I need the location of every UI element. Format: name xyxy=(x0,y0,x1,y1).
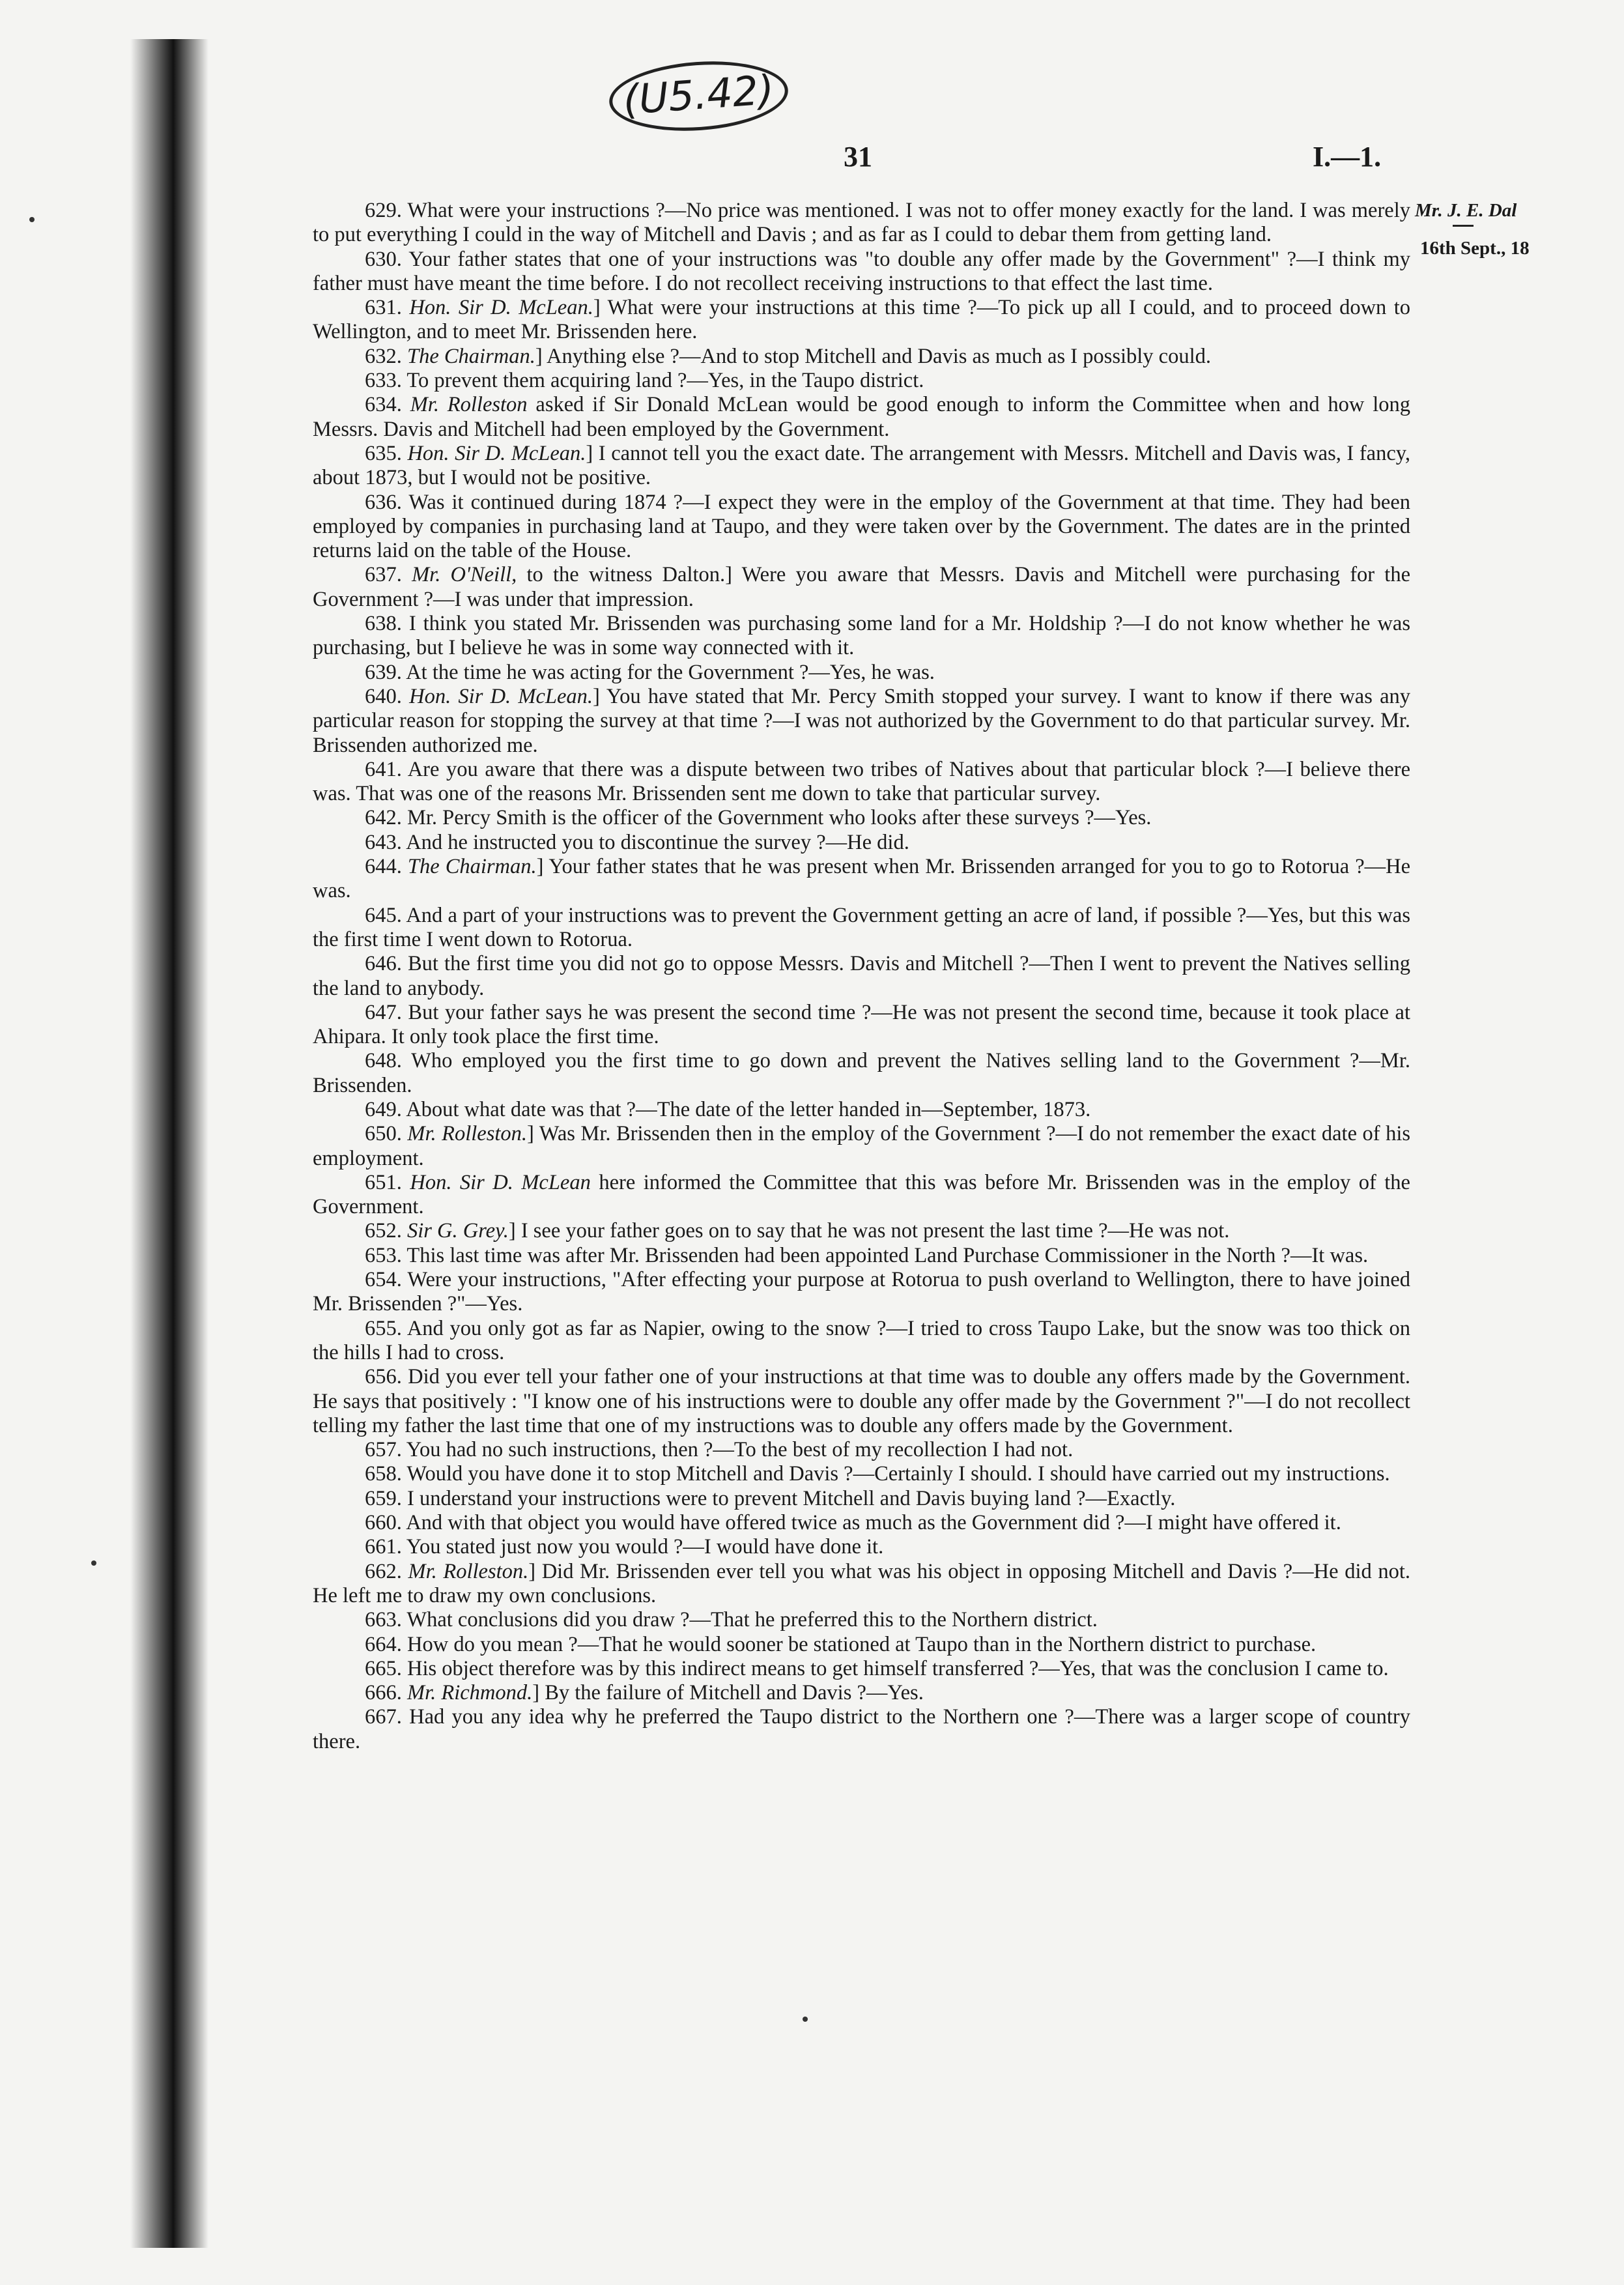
testimony-paragraph xyxy=(313,1462,1410,1486)
testimony-paragraph xyxy=(313,612,1410,661)
paragraph-text: 648. Who employed you the first time to go down and prevent the Natives selling land to the Government ?—Mr. Brissenden. xyxy=(313,1049,1410,1097)
paragraph-text: 635. xyxy=(365,441,408,465)
paragraph-text: ] I see your father goes on to say that he was not present the last time ?—He was not. xyxy=(508,1219,1230,1243)
paragraph-text: asked if Sir Donald McLean would be good enough to inform the Committee when and how long Messrs. Davis and Mitchell had been employed by the Government. xyxy=(313,393,1411,441)
testimony-paragraph xyxy=(313,1219,1410,1243)
paragraph-text: 644. xyxy=(365,855,408,879)
testimony-paragraph xyxy=(313,1365,1410,1438)
scan-speck xyxy=(91,1560,96,1566)
paragraph-text: ] Was Mr. Brissenden then in the employ of the Government ?—I do not remember the exact date of his employment. xyxy=(313,1122,1410,1170)
testimony-paragraph xyxy=(313,563,1410,612)
testimony-paragraph xyxy=(313,1681,1410,1705)
testimony-paragraph xyxy=(313,952,1410,1001)
testimony-paragraph xyxy=(313,1608,1410,1632)
testimony-paragraph xyxy=(313,1487,1410,1511)
testimony-paragraph xyxy=(313,1705,1410,1754)
testimony-paragraph xyxy=(313,1317,1410,1366)
paragraph-text: 643. And he instructed you to discontinue the survey ?—He did. xyxy=(365,830,909,854)
testimony-paragraph xyxy=(313,1633,1410,1657)
paragraph-text: ] Your father states that he was present when Mr. Brissenden arranged for you to go to Rotorua ?—He was. xyxy=(313,855,1411,903)
paragraph-text: 632. xyxy=(365,344,407,368)
speaker-name: Sir G. Grey. xyxy=(407,1219,509,1243)
paragraph-text: 657. You had no such instructions, then ?—To the best of my recollection I had not. xyxy=(365,1438,1074,1462)
paragraph-text: ] What were your instructions at this time ?—To pick up all I could, and to proceed down to Wellington, and to meet Mr. Brissenden here. xyxy=(313,296,1411,344)
testimony-paragraph xyxy=(313,685,1410,758)
testimony-paragraph xyxy=(313,248,1410,296)
paragraph-text: ] I cannot tell you the exact date. The arrangement with Messrs. Mitchell and Davis was, I fancy, about 1873, but I would not be positive. xyxy=(313,441,1411,490)
paragraph-text: 665. His object therefore was by this indirect means to get himself transferred ?—Yes, that was the conclusion I came to. xyxy=(365,1656,1389,1680)
testimony-paragraph xyxy=(313,1657,1410,1681)
testimony-paragraph xyxy=(313,1171,1410,1220)
speaker-name: Mr. O'Neill, xyxy=(412,563,517,587)
paragraph-text: to the witness Dalton.] Were you aware that Messrs. Davis and Mitchell were purchasing for the Government ?—I was under that impression. xyxy=(313,563,1410,611)
paragraph-text: 637. xyxy=(365,563,412,587)
speaker-name: The Chairman. xyxy=(407,344,535,368)
testimony-body xyxy=(313,199,1410,1754)
margin-divider xyxy=(1453,225,1474,227)
archive-stamp: (U5.42) xyxy=(607,56,791,137)
paragraph-text: 636. Was it continued during 1874 ?—I expect they were in the employ of the Government at that time. They had been employed by companies in purchasing land at Taupo, and they were taken over by the Government. The dates are in the printed returns laid on the table of the House. xyxy=(313,490,1410,563)
speaker-name: The Chairman. xyxy=(407,855,537,879)
speaker-name: Mr. Richmond. xyxy=(407,1681,533,1705)
paragraph-text: ] You have stated that Mr. Percy Smith stopped your survey. I want to know if there was any particular reason for stopping the survey at that time ?—I was not authorized by the Government to do that particular survey. Mr. Brissenden authorized me. xyxy=(313,684,1411,757)
testimony-paragraph xyxy=(313,1098,1410,1122)
testimony-paragraph xyxy=(313,442,1410,491)
paragraph-text: 640. xyxy=(365,684,410,708)
speaker-name: Mr. Rolleston. xyxy=(407,1122,528,1146)
paragraph-text: 664. How do you mean ?—That he would sooner be stationed at Taupo than in the Northern district to purchase. xyxy=(365,1632,1317,1656)
testimony-paragraph xyxy=(313,1511,1410,1535)
paragraph-text: 660. And with that object you would have offered twice as much as the Government did ?—I might have offered it. xyxy=(365,1511,1341,1535)
margin-date: 16th Sept., 18 xyxy=(1420,238,1530,259)
testimony-paragraph xyxy=(313,1244,1410,1268)
paragraph-text: 633. To prevent them acquiring land ?—Yes, in the Taupo district. xyxy=(365,369,924,393)
testimony-paragraph xyxy=(313,345,1410,369)
paragraph-text: 650. xyxy=(365,1122,408,1146)
paragraph-text: 658. Would you have done it to stop Mitchell and Davis ?—Certainly I should. I should have carried out my instructions. xyxy=(365,1462,1390,1486)
testimony-paragraph xyxy=(313,758,1410,807)
testimony-paragraph xyxy=(313,1049,1410,1098)
paragraph-text: 649. About what date was that ?—The date of the letter handed in—September, 1873. xyxy=(365,1097,1091,1121)
paragraph-text: 645. And a part of your instructions was to prevent the Government getting an acre of land, if possible ?—Yes, but this was the first time I went down to Rotorua. xyxy=(313,903,1410,951)
paragraph-text: 666. xyxy=(365,1681,407,1705)
paragraph-text: 646. But the first time you did not go to oppose Messrs. Davis and Mitchell ?—Then I went to prevent the Natives selling the land to anybody. xyxy=(313,952,1410,1000)
paragraph-text: 653. This last time was after Mr. Brissenden had been appointed Land Purchase Commissioner in the North ?—It was. xyxy=(365,1243,1369,1267)
paragraph-text: 641. Are you aware that there was a dispute between two tribes of Natives about that particular block ?—I believe there was. That was one of the reasons Mr. Brissenden sent me down to take that particular survey. xyxy=(313,757,1410,806)
testimony-paragraph xyxy=(313,393,1410,442)
paragraph-text: 639. At the time he was acting for the Government ?—Yes, he was. xyxy=(365,660,935,684)
paragraph-text: 667. Had you any idea why he preferred the Taupo district to the Northern one ?—There was a larger scope of country there. xyxy=(313,1705,1410,1753)
paragraph-text: 654. Were your instructions, "After effecting your purpose at Rotorua to push overland to Wellington, there to have joined Mr. Brissenden ?"—Yes. xyxy=(313,1268,1410,1316)
paragraph-text: 661. You stated just now you would ?—I would have done it. xyxy=(365,1535,884,1559)
paragraph-text: 655. And you only got as far as Napier, owing to the snow ?—I tried to cross Taupo Lake, but the snow was too thick on the hills I had to cross. xyxy=(313,1316,1410,1364)
speaker-name: Mr. Rolleston. xyxy=(408,1559,529,1583)
scan-speck xyxy=(29,217,35,222)
scan-binding-shadow xyxy=(130,39,208,2248)
speaker-name: Hon. Sir D. McLean. xyxy=(407,441,586,465)
speaker-name: Hon. Sir D. McLean xyxy=(410,1170,591,1194)
paragraph-text: 642. Mr. Percy Smith is the officer of the Government who looks after these surveys ?—Yes. xyxy=(365,806,1152,830)
testimony-paragraph xyxy=(313,1560,1410,1609)
paragraph-text: here informed the Committee that this was before Mr. Brissenden was in the employ of the Government. xyxy=(313,1170,1410,1219)
paragraph-text: 630. Your father states that one of your instructions was "to double any offer made by the Government" ?—I think my father must have meant the time before. I do not recollect receiving instructions to that effect the last time. xyxy=(313,247,1410,295)
paragraph-text: 631. xyxy=(365,296,410,320)
testimony-paragraph xyxy=(313,1535,1410,1559)
testimony-paragraph xyxy=(313,199,1410,248)
paragraph-text: ] Anything else ?—And to stop Mitchell and Davis as much as I possibly could. xyxy=(535,344,1211,368)
paragraph-text: ] By the failure of Mitchell and Davis ?—Yes. xyxy=(532,1681,924,1705)
page-number: 31 xyxy=(844,141,872,173)
testimony-paragraph xyxy=(313,806,1410,830)
scan-speck xyxy=(803,2017,808,2022)
testimony-paragraph xyxy=(313,491,1410,564)
testimony-paragraph xyxy=(313,1438,1410,1462)
testimony-paragraph xyxy=(313,1268,1410,1317)
paragraph-text: 629. What were your instructions ?—No price was mentioned. I was not to offer money exactly for the land. I was merely to put everything I could in the way of Mitchell and Davis ; and as far as I could to debar them from getting land. xyxy=(313,199,1410,247)
paragraph-text: 659. I understand your instructions were to prevent Mitchell and Davis buying land ?—Exactly. xyxy=(365,1486,1176,1510)
paragraph-text: 663. What conclusions did you draw ?—That he preferred this to the Northern district. xyxy=(365,1608,1098,1632)
margin-witness-name: Mr. J. E. Dal xyxy=(1415,200,1517,221)
testimony-paragraph xyxy=(313,369,1410,393)
testimony-paragraph xyxy=(313,855,1410,904)
testimony-paragraph xyxy=(313,904,1410,953)
paragraph-text: 651. xyxy=(365,1170,410,1194)
paragraph-text: 652. xyxy=(365,1219,407,1243)
testimony-paragraph xyxy=(313,296,1410,345)
paragraph-text: 638. I think you stated Mr. Brissenden was purchasing some land for a Mr. Holdship ?—I do not know whether he was purchasing, but I believe he was in some way connected with it. xyxy=(313,612,1410,660)
testimony-paragraph xyxy=(313,661,1410,685)
speaker-name: Mr. Rolleston xyxy=(410,393,528,417)
testimony-paragraph xyxy=(313,831,1410,855)
paragraph-text: ] Did Mr. Brissenden ever tell you what was his object in opposing Mitchell and Davis ?—He did not. He left me to draw my own conclusions. xyxy=(313,1559,1410,1607)
paragraph-text: 634. xyxy=(365,393,410,417)
testimony-paragraph xyxy=(313,1001,1410,1050)
speaker-name: Hon. Sir D. McLean. xyxy=(409,684,593,708)
paragraph-text: 656. Did you ever tell your father one of your instructions at that time was to double any offers made by the Government. He says that positively : "I know one of his instructions were to double any offer made by the Government ?"—I do not recollect telling my father the last time that one of my instructions was to double any offers made by the Government. xyxy=(313,1365,1410,1437)
speaker-name: Hon. Sir D. McLean. xyxy=(409,296,593,320)
paper-reference: I.—1. xyxy=(1313,141,1382,173)
testimony-paragraph xyxy=(313,1122,1410,1171)
paragraph-text: 662. xyxy=(365,1559,408,1583)
paragraph-text: 647. But your father says he was present the second time ?—He was not present the second time, because it took place at Ahipara. It only took place the first time. xyxy=(313,1000,1410,1049)
